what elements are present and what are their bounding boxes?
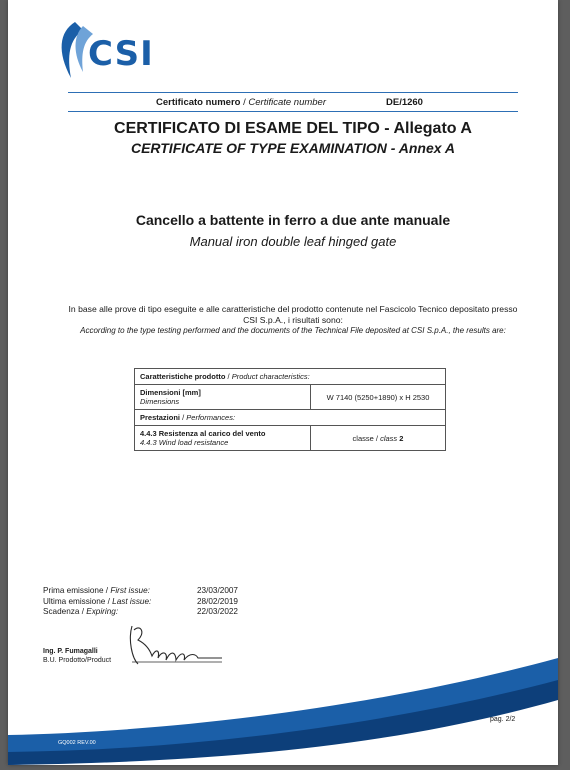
table-row — [135, 369, 445, 384]
section-header-product: Caratteristiche prodotto / Product characteristics: — [140, 372, 310, 381]
document-code: GQ002 REV.00 — [58, 740, 96, 746]
first-issue-row: Prima emissione / First issue: 23/03/2007 — [43, 586, 238, 595]
issue-dates — [43, 586, 238, 618]
section-header-performance: Prestazioni / Performances: — [140, 413, 236, 422]
last-issue-date: 28/02/2019 — [197, 596, 238, 606]
page-number: pag. 2/2 — [490, 716, 516, 723]
signer-name: Ing. P. Fumagalli — [43, 648, 98, 655]
wind-resistance-value: classe / class 2 — [352, 433, 404, 443]
title-english: CERTIFICATE OF TYPE EXAMINATION - Annex A — [130, 140, 456, 156]
band-bottom-line — [68, 111, 518, 112]
results-table — [134, 368, 446, 451]
table-row — [135, 409, 445, 425]
intro-english: According to the type testing performed and the documents of the Technical File deposited at CSI S.p.A., the results are: — [80, 326, 506, 335]
footer-swoosh-icon — [8, 640, 558, 765]
product-name-english: Manual iron double leaf hinged gate — [189, 234, 397, 249]
wind-resistance-label: 4.4.3 Resistenza al carico del vento 4.4.3 Wind load resistance — [135, 426, 311, 450]
title-italian: CERTIFICATO DI ESAME DEL TIPO - Allegato A — [114, 120, 472, 137]
table-row — [135, 384, 445, 409]
dimensions-value: W 7140 (5250+1890) x H 2530 — [326, 392, 430, 402]
logo-text: CSI — [88, 34, 154, 74]
certificate-page — [8, 0, 558, 765]
certificate-number-label: Certificato numero / Certificate number — [156, 97, 327, 108]
certificate-number-value: DE/1260 — [386, 97, 423, 108]
band-top-line — [68, 92, 518, 93]
expiry-date: 22/03/2022 — [197, 607, 238, 616]
first-issue-date: 23/03/2007 — [197, 586, 238, 595]
last-issue-row: Ultima emissione / Last issue: 28/02/2019 — [43, 596, 238, 606]
dimensions-label: Dimensioni [mm] Dimensions — [135, 385, 311, 409]
table-row — [135, 425, 445, 450]
intro-italian: In base alle prove di tipo eseguite e alle caratteristiche del prodotto contenute nel Fascicolo Tecnico depositato presso CSI S.p.A., i risultati sono: — [68, 304, 518, 325]
signer-role: B.U. Prodotto/Product — [43, 657, 112, 664]
expiry-row: Scadenza / Expiring: 22/03/2022 — [43, 607, 238, 616]
product-name-italian: Cancello a battente in ferro a due ante manuale — [135, 212, 451, 228]
